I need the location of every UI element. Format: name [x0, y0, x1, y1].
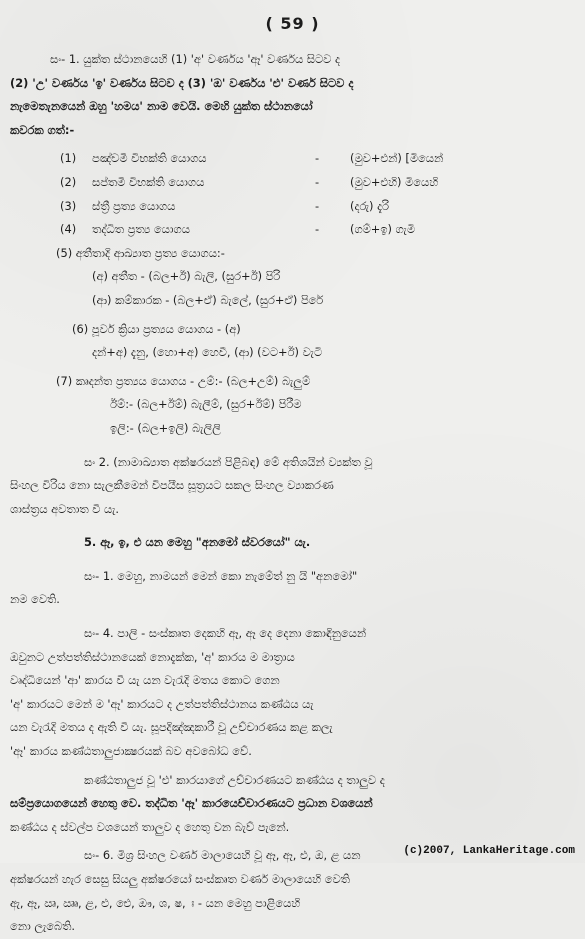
paragraph-6-line-1: සං- 6. මිශ්‍ර සිංහල වර්ණ මාලායෙහි වූ ඈ, ඈ, එ, ඔ, ළ යන — [84, 848, 361, 863]
paragraph-6-line-4: නො ලැබෙති. — [10, 919, 76, 934]
paragraph-3-line-2: නම වෙති. — [10, 592, 60, 607]
paragraph-1-line-2: (2) 'උ' වර්ණය 'ඉ' වර්ණය සිටව ද (3) 'ඔ' වර්ණය 'එ' වර්ණ සිටව ද — [10, 75, 354, 90]
list-item-3 — [10, 195, 575, 219]
paragraph-2-line-3: ශාස්ත්‍රය අවතාත වී යැ. — [10, 501, 120, 516]
paragraph-6-line-2: අක්ෂරයන් හැර සෙසු සියලු අක්ෂරයෝ සංස්කෘත වර්ණ මාලායෙහි වෙති — [10, 872, 350, 886]
list-item-5-b: (ආ) කම්කාරක - (බල+ඒ) බැලේ, (සුර+ඒ) පිරේ — [92, 292, 324, 307]
list-item-dash: - — [315, 151, 320, 166]
list-item-term: ස්ත්‍රී ප්‍රත්‍ය යොගය — [92, 198, 176, 213]
paragraph-6-line-3: ඇ, ඈ, ඍ, ඎ, ළ, ළු, ඓ, ඖ, ශ, ෂ, ඃ - යන මෙහු පාළියෙහි — [10, 895, 301, 910]
list-item-4 — [10, 218, 575, 242]
list-item-number: (2) — [60, 174, 77, 189]
list-item-term: පඤ්චමී විභක්ති යොගය — [92, 151, 207, 166]
list-item-dash: - — [315, 222, 320, 237]
list-item-1 — [10, 147, 575, 171]
list-item-5-heading: (5) අතීතාදි ආඛ්‍යාත ප්‍රත්‍ය යොගය:- — [56, 245, 225, 260]
list-item-2 — [10, 171, 575, 195]
list-item-value: (මුව+එන්) [මියෙන් — [350, 151, 444, 166]
paragraph-5-line-2: සම්ප්‍රයොගයෙන් හෙතු වෙ. තද්ධිත 'ඈ' කාරයෙච්චාරණයට ප්‍රධාන වශයෙන් — [10, 796, 373, 811]
list-item-dash: - — [315, 174, 320, 189]
list-item-value: (මුව+එහි) මියෙහි — [350, 174, 439, 189]
section-heading-5: 5. ඈ, ඉ, එ යන මෙහු "අනමෝ ස්වරයෝ" යැ. — [84, 535, 311, 550]
paragraph-3-line-1: සං- 1. මෙහු, නාමයන් මෙන් කො නැමේත් නු යි "අනමෝ" — [84, 568, 358, 583]
paragraph-1-line-3: නැමෙතැනයෙන් ඔහු 'හමය' නාම වෙයි. මෙහි යුක්ත ස්ථානයෝ — [10, 99, 313, 114]
list-item-7-line-2: ඊම්:- (බල+ඊම්) බැලීම්, (සුර+ඊම්) පිරීම — [110, 397, 302, 412]
list-item-term: තද්ධිත ප්‍රත්‍ය යොගය — [92, 222, 190, 237]
list-item-value: (දරු) දැරි — [350, 198, 390, 213]
list-item-dash: - — [315, 198, 320, 213]
list-item-7-heading: (7) කෘදන්ත ප්‍රත්‍යය යොගය - උම්:- (බල+උම්) බැලුම් — [56, 373, 311, 388]
list-item-6-heading: (6) පූර්ව ක්‍රියා ප්‍රත්‍යය යොගය - (අ) — [72, 321, 241, 336]
list-item-number: (4) — [60, 222, 77, 237]
paragraph-5-line-1: කණ්ඨතාලුජ වූ 'එ' කාරයාගේ උච්චාරණයට කණ්ඨය ද තාලුව ද — [84, 772, 385, 787]
paragraph-1-line-1: සං- 1. යුක්ත ස්ථානයෙහි (1) 'අ' වර්ණය 'ඈ' වර්ණය සිටව ද — [50, 52, 341, 66]
paragraph-2-line-2: සිංහල විරිය නො සැලකීමෙන් විපයීස සූත්‍රයට සකල සිංහල ව්‍යාකරණ — [10, 478, 334, 493]
paragraph-4-line-3: වෘද්ධියෙන් 'ආ' කාරය වී යැ යන වැරැදි මතය කොට ගෙන — [10, 673, 280, 688]
list-item-6-line-2: දන්+අ) දැනු, (හො+අ) හෙවී, (ආ) (වට+ඊ) වැටි — [92, 345, 323, 360]
paragraph-2-line-1: සං 2. (නාමාඛ්‍යාත අක්ෂරයන් පිළිබඳ) මේ අතිශයින් ව්‍යක්ත වූ — [84, 454, 373, 469]
paragraph-4-line-6: 'ඈ' කාරය කණ්ඨතාලුජාක්‍ෂරයක් බව අවබෝධ වේ. — [10, 744, 252, 759]
copyright-footer: (c)2007, LankaHeritage.com — [403, 845, 575, 857]
paragraph-4-line-2: ඔවුනට උත්පත්තිස්ථානයෙක් නොදැක්ක, 'අ' කාරය ම මාත්‍රාය — [10, 649, 295, 664]
list-item-5-a: (අ) අතීත - (බල+ඊ) බැලි, (සුර+ඊ) පිරි — [92, 269, 281, 284]
page-body — [10, 48, 575, 939]
paragraph-4-line-5: යන වැරැදි මතය ද ඇති වී යැ. සූපදිඤ්ඤකාරී වූ උච්චාරණය කළ කලැ — [10, 720, 333, 735]
paragraph-1-line-4: කවරක ගත්:- — [10, 122, 75, 137]
list-item-7-line-3: ඉලි:- (බල+ඉලි) බැලිලි — [110, 420, 221, 435]
list-item-value: (ගම්+ඉ) ගැමි — [350, 222, 416, 237]
page-number: ( 59 ) — [265, 14, 320, 33]
paragraph-4-line-1: සං- 4. පාලි - සංස්කෘත දෙකහි ඈ, ඈ දෙ දෙනා කොඳිනුයෙන් — [84, 626, 367, 641]
paragraph-4-line-4: 'අ' කාරයට මෙන් ම 'ඈ' කාරයට ද උත්පත්තිස්ථානය කණ්ඨය යැ — [10, 696, 314, 711]
list-item-term: සප්තමී විභක්ති යොගය — [92, 174, 205, 189]
paragraph-5-line-3: කණ්ඨය ද ස්වල්ප වශයෙන් තාලුව ද හෙතු වන බැව් පැනේ. — [10, 819, 290, 834]
list-item-number: (3) — [60, 198, 77, 213]
list-item-number: (1) — [60, 151, 77, 166]
